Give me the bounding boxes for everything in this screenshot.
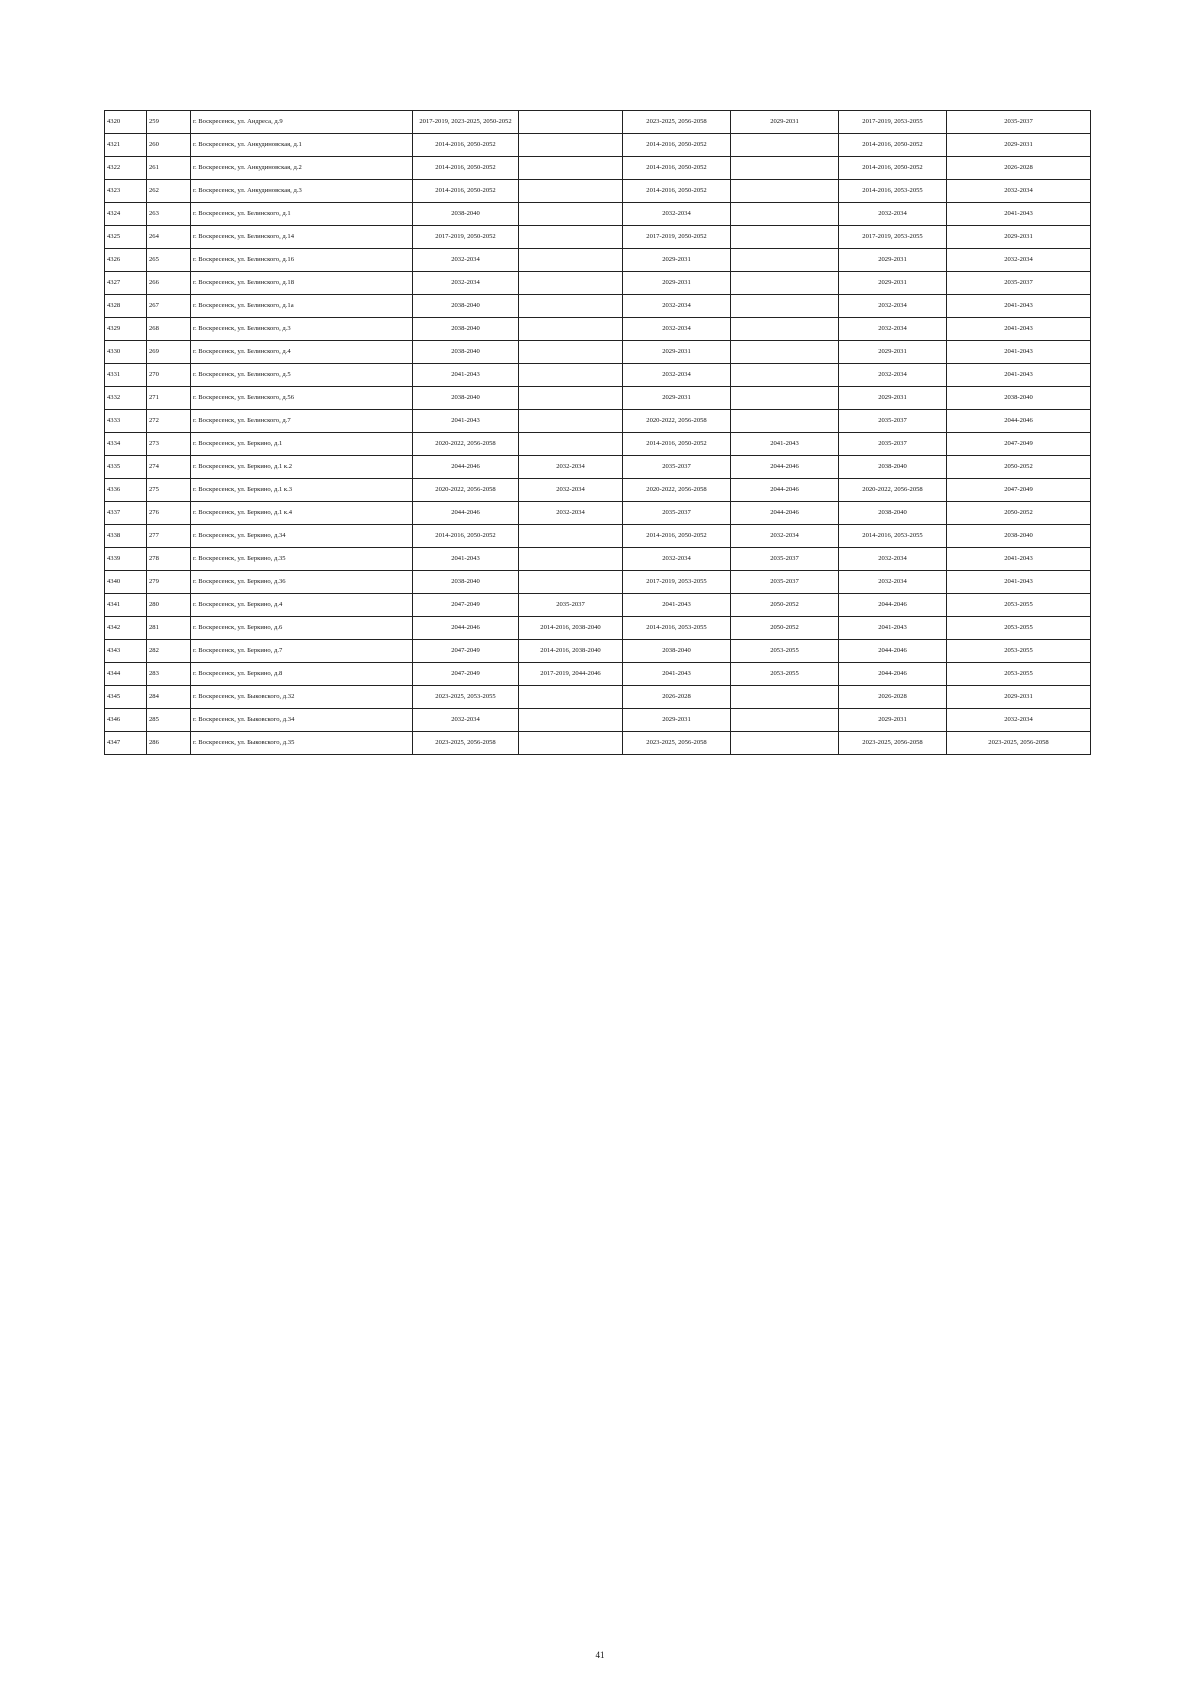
period-cell-5: 2014-2016, 2053-2055 [839,525,947,548]
period-cell-5: 2014-2016, 2053-2055 [839,180,947,203]
address-cell: г. Воскресенск, ул. Беркино, д.4 [191,594,413,617]
house-number-cell: 275 [147,479,191,502]
period-cell-3: 2014-2016, 2050-2052 [623,134,731,157]
house-number-cell: 286 [147,732,191,755]
period-cell-3: 2029-2031 [623,249,731,272]
house-number-cell: 259 [147,111,191,134]
period-cell-3: 2032-2034 [623,318,731,341]
table-row [105,732,1091,755]
period-cell-6: 2029-2031 [947,134,1091,157]
period-cell-4 [731,387,839,410]
period-cell-4 [731,295,839,318]
address-cell: г. Воскресенск, ул. Беркино, д.6 [191,617,413,640]
house-number-cell: 260 [147,134,191,157]
period-cell-6: 2029-2031 [947,686,1091,709]
period-cell-6: 2035-2037 [947,272,1091,295]
row-index-cell: 4320 [105,111,147,134]
table-row [105,364,1091,387]
house-number-cell: 270 [147,364,191,387]
table-row [105,272,1091,295]
period-cell-1: 2020-2022, 2056-2058 [413,479,519,502]
period-cell-3: 2038-2040 [623,640,731,663]
row-index-cell: 4341 [105,594,147,617]
period-cell-1: 2017-2019, 2050-2052 [413,226,519,249]
period-cell-5: 2014-2016, 2050-2052 [839,157,947,180]
table-row [105,226,1091,249]
table-row [105,410,1091,433]
period-cell-2 [519,709,623,732]
period-cell-4: 2053-2055 [731,640,839,663]
address-cell: г. Воскресенск, ул. Белинского, д.5 [191,364,413,387]
period-cell-3: 2035-2037 [623,502,731,525]
table-row [105,709,1091,732]
table-row [105,157,1091,180]
period-cell-5: 2020-2022, 2056-2058 [839,479,947,502]
period-cell-1: 2017-2019, 2023-2025, 2050-2052 [413,111,519,134]
address-cell: г. Воскресенск, ул. Белинского, д.18 [191,272,413,295]
address-cell: г. Воскресенск, ул. Беркино, д.1 к.4 [191,502,413,525]
period-cell-2 [519,226,623,249]
period-cell-5: 2026-2028 [839,686,947,709]
period-cell-6: 2053-2055 [947,663,1091,686]
house-number-cell: 269 [147,341,191,364]
row-index-cell: 4331 [105,364,147,387]
table-row [105,295,1091,318]
period-cell-1: 2038-2040 [413,571,519,594]
period-cell-2: 2032-2034 [519,456,623,479]
house-number-cell: 272 [147,410,191,433]
address-cell: г. Воскресенск, ул. Быковского, д.35 [191,732,413,755]
house-number-cell: 279 [147,571,191,594]
period-cell-4: 2053-2055 [731,663,839,686]
row-index-cell: 4332 [105,387,147,410]
table-row [105,249,1091,272]
table-row [105,203,1091,226]
period-cell-6: 2053-2055 [947,617,1091,640]
period-cell-4 [731,318,839,341]
period-cell-2: 2032-2034 [519,502,623,525]
period-cell-6: 2041-2043 [947,571,1091,594]
table-body [105,111,1091,755]
period-cell-3: 2017-2019, 2050-2052 [623,226,731,249]
address-cell: г. Воскресенск, ул. Белинского, д.1 [191,203,413,226]
period-cell-6: 2041-2043 [947,203,1091,226]
period-cell-4 [731,709,839,732]
period-cell-1: 2014-2016, 2050-2052 [413,157,519,180]
address-cell: г. Воскресенск, ул. Беркино, д.1 [191,433,413,456]
address-cell: г. Воскресенск, ул. Беркино, д.34 [191,525,413,548]
period-cell-5: 2029-2031 [839,341,947,364]
period-cell-3: 2035-2037 [623,456,731,479]
period-cell-2: 2014-2016, 2038-2040 [519,640,623,663]
house-number-cell: 268 [147,318,191,341]
address-cell: г. Воскресенск, ул. Белинского, д.14 [191,226,413,249]
period-cell-1: 2032-2034 [413,272,519,295]
period-cell-1: 2044-2046 [413,502,519,525]
period-cell-6: 2041-2043 [947,295,1091,318]
period-cell-6: 2053-2055 [947,640,1091,663]
period-cell-3: 2014-2016, 2050-2052 [623,433,731,456]
period-cell-1: 2014-2016, 2050-2052 [413,134,519,157]
address-cell: г. Воскресенск, ул. Беркино, д.7 [191,640,413,663]
period-cell-5: 2017-2019, 2053-2055 [839,226,947,249]
row-index-cell: 4338 [105,525,147,548]
address-cell: г. Воскресенск, ул. Беркино, д.36 [191,571,413,594]
period-cell-3: 2041-2043 [623,594,731,617]
period-cell-2: 2032-2034 [519,479,623,502]
period-cell-4: 2035-2037 [731,548,839,571]
period-cell-3: 2029-2031 [623,341,731,364]
period-cell-1: 2038-2040 [413,318,519,341]
row-index-cell: 4343 [105,640,147,663]
row-index-cell: 4321 [105,134,147,157]
period-cell-2 [519,157,623,180]
period-cell-2 [519,295,623,318]
period-cell-6: 2053-2055 [947,594,1091,617]
period-cell-2 [519,111,623,134]
address-cell: г. Воскресенск, ул. Анкудиновская, д.1 [191,134,413,157]
period-cell-1: 2014-2016, 2050-2052 [413,525,519,548]
house-number-cell: 271 [147,387,191,410]
period-cell-3: 2020-2022, 2056-2058 [623,479,731,502]
address-cell: г. Воскресенск, ул. Белинского, д.7 [191,410,413,433]
period-cell-4: 2044-2046 [731,456,839,479]
period-cell-2 [519,272,623,295]
house-number-cell: 273 [147,433,191,456]
table-row [105,525,1091,548]
period-cell-3: 2023-2025, 2056-2058 [623,111,731,134]
house-number-cell: 261 [147,157,191,180]
period-cell-5: 2044-2046 [839,594,947,617]
row-index-cell: 4330 [105,341,147,364]
row-index-cell: 4335 [105,456,147,479]
address-cell: г. Воскресенск, ул. Белинского, д.16 [191,249,413,272]
period-cell-2 [519,180,623,203]
row-index-cell: 4339 [105,548,147,571]
address-cell: г. Воскресенск, ул. Беркино, д.1 к.3 [191,479,413,502]
period-cell-2 [519,686,623,709]
period-cell-2: 2035-2037 [519,594,623,617]
table-row [105,180,1091,203]
house-number-cell: 284 [147,686,191,709]
period-cell-3: 2017-2019, 2053-2055 [623,571,731,594]
period-cell-6: 2032-2034 [947,180,1091,203]
period-cell-6: 2035-2037 [947,111,1091,134]
period-cell-6: 2041-2043 [947,318,1091,341]
table-row [105,686,1091,709]
period-cell-1: 2032-2034 [413,249,519,272]
house-number-cell: 267 [147,295,191,318]
period-cell-6: 2050-2052 [947,456,1091,479]
row-index-cell: 4322 [105,157,147,180]
house-number-cell: 281 [147,617,191,640]
period-cell-4 [731,364,839,387]
period-cell-2 [519,249,623,272]
table-row [105,387,1091,410]
period-cell-5: 2044-2046 [839,640,947,663]
table-row [105,548,1091,571]
house-number-cell: 263 [147,203,191,226]
house-number-cell: 264 [147,226,191,249]
table-row [105,502,1091,525]
period-cell-2 [519,525,623,548]
period-cell-1: 2044-2046 [413,617,519,640]
house-number-cell: 277 [147,525,191,548]
period-cell-3: 2041-2043 [623,663,731,686]
address-cell: г. Воскресенск, ул. Андреса, д.9 [191,111,413,134]
row-index-cell: 4328 [105,295,147,318]
period-cell-1: 2041-2043 [413,410,519,433]
period-cell-1: 2023-2025, 2053-2055 [413,686,519,709]
period-cell-4: 2044-2046 [731,502,839,525]
house-number-cell: 276 [147,502,191,525]
period-cell-3: 2029-2031 [623,387,731,410]
house-number-cell: 285 [147,709,191,732]
period-cell-3: 2014-2016, 2050-2052 [623,180,731,203]
table-row [105,456,1091,479]
house-number-cell: 265 [147,249,191,272]
period-cell-5: 2044-2046 [839,663,947,686]
table-row [105,318,1091,341]
period-cell-3: 2014-2016, 2050-2052 [623,157,731,180]
house-number-cell: 266 [147,272,191,295]
row-index-cell: 4326 [105,249,147,272]
period-cell-5: 2032-2034 [839,295,947,318]
period-cell-3: 2029-2031 [623,272,731,295]
period-cell-2 [519,548,623,571]
address-cell: г. Воскресенск, ул. Беркино, д.8 [191,663,413,686]
period-cell-5: 2038-2040 [839,456,947,479]
period-cell-6: 2023-2025, 2056-2058 [947,732,1091,755]
period-cell-6: 2029-2031 [947,226,1091,249]
period-cell-6: 2044-2046 [947,410,1091,433]
period-cell-3: 2020-2022, 2056-2058 [623,410,731,433]
period-cell-1: 2032-2034 [413,709,519,732]
period-cell-3: 2032-2034 [623,364,731,387]
period-cell-5: 2035-2037 [839,410,947,433]
house-number-cell: 274 [147,456,191,479]
period-cell-2 [519,410,623,433]
table-row [105,479,1091,502]
period-cell-6: 2041-2043 [947,364,1091,387]
period-cell-2 [519,341,623,364]
house-number-cell: 262 [147,180,191,203]
period-cell-4 [731,157,839,180]
period-cell-5: 2014-2016, 2050-2052 [839,134,947,157]
period-cell-3: 2014-2016, 2053-2055 [623,617,731,640]
period-cell-4 [731,134,839,157]
table-row [105,640,1091,663]
table-row [105,571,1091,594]
table-row [105,663,1091,686]
row-index-cell: 4334 [105,433,147,456]
period-cell-4: 2032-2034 [731,525,839,548]
period-cell-3: 2032-2034 [623,548,731,571]
period-cell-3: 2026-2028 [623,686,731,709]
period-cell-1: 2014-2016, 2050-2052 [413,180,519,203]
row-index-cell: 4340 [105,571,147,594]
period-cell-4: 2044-2046 [731,479,839,502]
period-cell-3: 2014-2016, 2050-2052 [623,525,731,548]
page-number: 41 [595,1650,605,1660]
address-cell: г. Воскресенск, ул. Белинского, д.3 [191,318,413,341]
period-cell-5: 2029-2031 [839,709,947,732]
period-cell-3: 2023-2025, 2056-2058 [623,732,731,755]
row-index-cell: 4327 [105,272,147,295]
period-cell-5: 2017-2019, 2053-2055 [839,111,947,134]
period-cell-5: 2029-2031 [839,272,947,295]
period-cell-3: 2029-2031 [623,709,731,732]
table-row [105,341,1091,364]
period-cell-5: 2032-2034 [839,203,947,226]
period-cell-2 [519,364,623,387]
period-cell-5: 2032-2034 [839,571,947,594]
address-cell: г. Воскресенск, ул. Анкудиновская, д.3 [191,180,413,203]
period-cell-6: 2041-2043 [947,341,1091,364]
period-cell-1: 2023-2025, 2056-2058 [413,732,519,755]
period-cell-2: 2017-2019, 2044-2046 [519,663,623,686]
period-cell-4 [731,226,839,249]
period-cell-4: 2041-2043 [731,433,839,456]
period-cell-1: 2047-2049 [413,594,519,617]
period-cell-5: 2038-2040 [839,502,947,525]
period-cell-6: 2038-2040 [947,525,1091,548]
address-cell: г. Воскресенск, ул. Беркино, д.1 к.2 [191,456,413,479]
row-index-cell: 4329 [105,318,147,341]
address-cell: г. Воскресенск, ул. Быковского, д.34 [191,709,413,732]
row-index-cell: 4344 [105,663,147,686]
table-row [105,134,1091,157]
period-cell-4: 2050-2052 [731,594,839,617]
period-cell-1: 2020-2022, 2056-2058 [413,433,519,456]
period-cell-6: 2026-2028 [947,157,1091,180]
address-cell: г. Воскресенск, ул. Анкудиновская, д.2 [191,157,413,180]
period-cell-6: 2032-2034 [947,249,1091,272]
period-cell-2 [519,732,623,755]
period-cell-6: 2041-2043 [947,548,1091,571]
period-cell-6: 2047-2049 [947,479,1091,502]
row-index-cell: 4325 [105,226,147,249]
house-number-cell: 282 [147,640,191,663]
period-cell-4 [731,732,839,755]
period-cell-5: 2023-2025, 2056-2058 [839,732,947,755]
period-cell-2: 2014-2016, 2038-2040 [519,617,623,640]
period-cell-2 [519,433,623,456]
period-cell-1: 2047-2049 [413,640,519,663]
period-cell-5: 2032-2034 [839,318,947,341]
table-row [105,594,1091,617]
period-cell-1: 2047-2049 [413,663,519,686]
period-cell-4 [731,410,839,433]
period-cell-4 [731,341,839,364]
period-cell-1: 2038-2040 [413,387,519,410]
period-cell-4 [731,686,839,709]
row-index-cell: 4346 [105,709,147,732]
period-cell-6: 2038-2040 [947,387,1091,410]
address-cell: г. Воскресенск, ул. Белинского, д.1а [191,295,413,318]
row-index-cell: 4323 [105,180,147,203]
period-cell-5: 2041-2043 [839,617,947,640]
period-cell-5: 2029-2031 [839,387,947,410]
period-cell-6: 2032-2034 [947,709,1091,732]
period-cell-4 [731,203,839,226]
period-cell-2 [519,318,623,341]
table-row [105,111,1091,134]
period-cell-4: 2035-2037 [731,571,839,594]
row-index-cell: 4336 [105,479,147,502]
period-cell-5: 2035-2037 [839,433,947,456]
period-cell-5: 2032-2034 [839,548,947,571]
period-cell-4 [731,249,839,272]
address-cell: г. Воскресенск, ул. Беркино, д.35 [191,548,413,571]
period-cell-3: 2032-2034 [623,295,731,318]
period-cell-1: 2038-2040 [413,203,519,226]
row-index-cell: 4345 [105,686,147,709]
period-cell-4 [731,180,839,203]
table-row [105,433,1091,456]
period-cell-6: 2050-2052 [947,502,1091,525]
row-index-cell: 4342 [105,617,147,640]
period-cell-2 [519,134,623,157]
house-number-cell: 280 [147,594,191,617]
period-cell-1: 2041-2043 [413,364,519,387]
address-cell: г. Воскресенск, ул. Быковского, д.32 [191,686,413,709]
house-number-cell: 278 [147,548,191,571]
house-number-cell: 283 [147,663,191,686]
period-cell-1: 2038-2040 [413,295,519,318]
address-cell: г. Воскресенск, ул. Белинского, д.4 [191,341,413,364]
period-cell-4 [731,272,839,295]
period-cell-2 [519,203,623,226]
row-index-cell: 4333 [105,410,147,433]
period-cell-6: 2047-2049 [947,433,1091,456]
period-cell-1: 2044-2046 [413,456,519,479]
period-cell-2 [519,387,623,410]
period-cell-3: 2032-2034 [623,203,731,226]
row-index-cell: 4347 [105,732,147,755]
period-cell-1: 2041-2043 [413,548,519,571]
period-cell-4: 2050-2052 [731,617,839,640]
table-row [105,617,1091,640]
row-index-cell: 4337 [105,502,147,525]
period-cell-2 [519,571,623,594]
period-cell-1: 2038-2040 [413,341,519,364]
period-cell-5: 2032-2034 [839,364,947,387]
address-cell: г. Воскресенск, ул. Белинского, д.56 [191,387,413,410]
repair-schedule-table [104,110,1091,755]
row-index-cell: 4324 [105,203,147,226]
period-cell-4: 2029-2031 [731,111,839,134]
period-cell-5: 2029-2031 [839,249,947,272]
